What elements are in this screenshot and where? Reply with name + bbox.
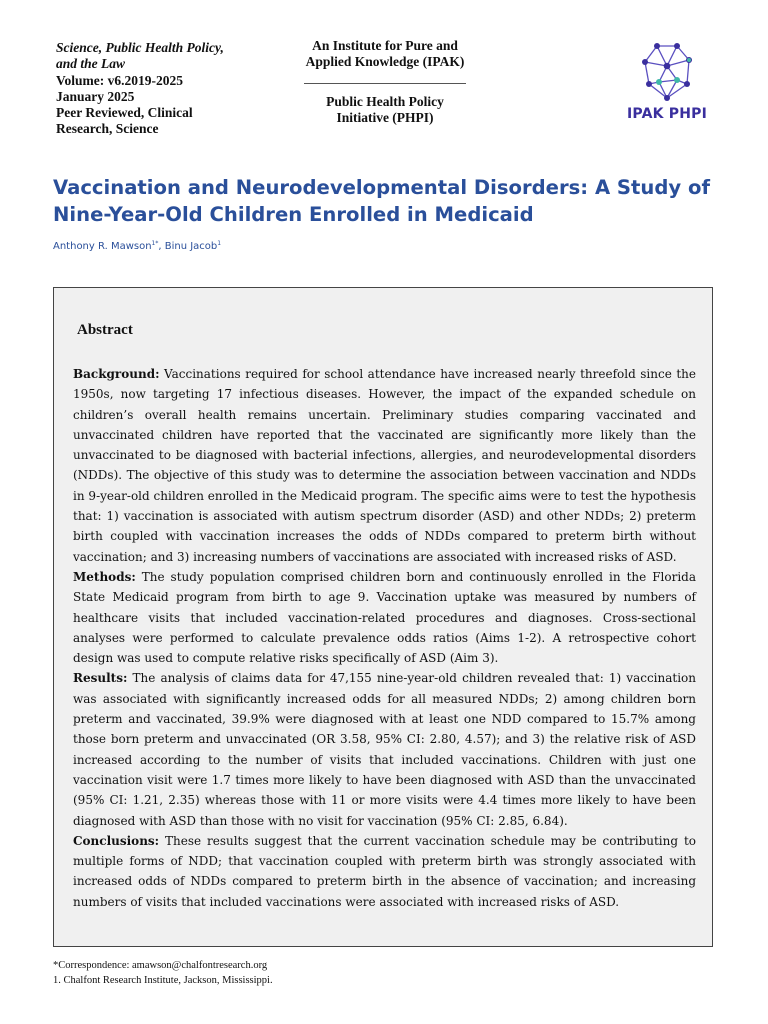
journal-date: January 2025 — [56, 88, 135, 104]
author-affiliation-mark: 1 — [217, 240, 222, 247]
journal-name-line-1: Science, Public Health Policy, — [56, 40, 224, 55]
author-affiliation-mark: 1* — [151, 240, 159, 247]
section-label: Background: — [73, 367, 160, 381]
abstract-conclusions — [73, 831, 696, 912]
abstract-results — [73, 668, 696, 830]
ipak-phpi-logo — [612, 40, 722, 130]
abstract-methods — [73, 567, 696, 668]
abstract-heading: Abstract — [77, 322, 133, 338]
abstract-body — [73, 364, 696, 912]
logo-text: IPAK PHPI — [627, 106, 707, 122]
abstract-background — [73, 364, 696, 567]
author-separator: , — [158, 241, 165, 252]
institute-block — [300, 38, 470, 126]
section-text: These results suggest that the current vaccination schedule may be contributing to multiple forms of NDD; that vaccination coupled with preterm birth was strongly associated with increased odds of NDDs compared to preterm birth in the absence of vaccination; and increasing numbers of visits that included vaccinations were associated with increased risks of ASD. — [73, 833, 696, 909]
section-text: The analysis of claims data for 47,155 nine-year-old children revealed that: 1) vaccination was associated with significantly increased odds for all measured NDDs; 2) among children born preterm and vaccinated, 39.9% were diagnosed with at least one NDD compared to 15.7% among those born preterm and unvaccinated (OR 3.58, 95% CI: 2.80, 4.57); and 3) the relative risk of ASD increased according to the number of visits that included vaccinations. Children with just one vaccination visit were 1.7 times more likely to have been diagnosed with ASD than the unvaccinated (95% CI: 1.21, 2.35) whereas those with 11 or more visits were 4.4 times more likely to have been diagnosed with ASD than those with no visit for vaccination (95% CI: 2.85, 6.84). — [73, 671, 696, 828]
author-list — [53, 240, 221, 252]
section-label: Methods: — [73, 569, 136, 584]
section-label: Results: — [73, 671, 128, 686]
journal-volume: Volume: v6.2019-2025 — [56, 72, 183, 88]
correspondence-note: *Correspondence: amawson@chalfontresearch.org — [53, 960, 268, 971]
footnotes — [53, 958, 273, 988]
initiative-name: Public Health Policy Initiative (PHPI) — [326, 93, 444, 125]
section-text: The study population comprised children born and continuously enrolled in the Florida State Medicaid program from birth to age 9. Vaccination uptake was measured by numbers of healthcare visits that included vaccination-related procedures and diagnoses. Cross-sectional analyses were performed to calculate prevalence odds ratios (Aims 1-2). A retrospective cohort design was used to compute relative risks specifically of ASD (Aim 3). — [73, 569, 696, 666]
journal-name-line-2: and the Law — [56, 56, 126, 72]
author-name: Binu Jacob — [164, 241, 218, 252]
author-name: Anthony R. Mawson — [53, 241, 152, 252]
article-title: Vaccination and Neurodevelopmental Disorders: A Study of Nine-Year-Old Children Enrolled in Medicaid — [53, 176, 710, 226]
header-divider — [304, 83, 466, 84]
review-line-1: Peer Reviewed, Clinical — [56, 105, 193, 121]
network-globe-icon — [635, 40, 699, 104]
journal-info — [56, 40, 276, 138]
affiliation-note: 1. Chalfont Research Institute, Jackson, Mississippi. — [53, 975, 273, 986]
section-text: Vaccinations required for school attendance have increased nearly threefold since the 1950s, now targeting 17 infectious diseases. However, the impact of the expanded schedule on children’s overall health remains uncertain. Preliminary studies comparing vaccinated and unvaccinated children have reported that the vaccinated are significantly more likely than the unvaccinated to be diagnosed with bacterial infections, allergies, and neurodevelopmental disorders (NDDs). The objective of this study was to determine the association between vaccination and NDDs in 9-year-old children enrolled in the Medicaid program. The specific aims were to test the hypothesis that: 1) vaccination is associated with autism spectrum disorder (ASD) and other NDDs; 2) preterm birth coupled with vaccination increases the odds of NDDs compared to preterm birth without vaccination; and 3) increasing numbers of vaccinations are associated with increased risks of ASD. — [73, 367, 696, 564]
abstract-box — [53, 287, 713, 947]
section-label: Conclusions: — [73, 833, 160, 848]
institute-name: An Institute for Pure and Applied Knowledge (IPAK) — [305, 38, 465, 70]
review-line-2: Research, Science — [56, 121, 159, 137]
